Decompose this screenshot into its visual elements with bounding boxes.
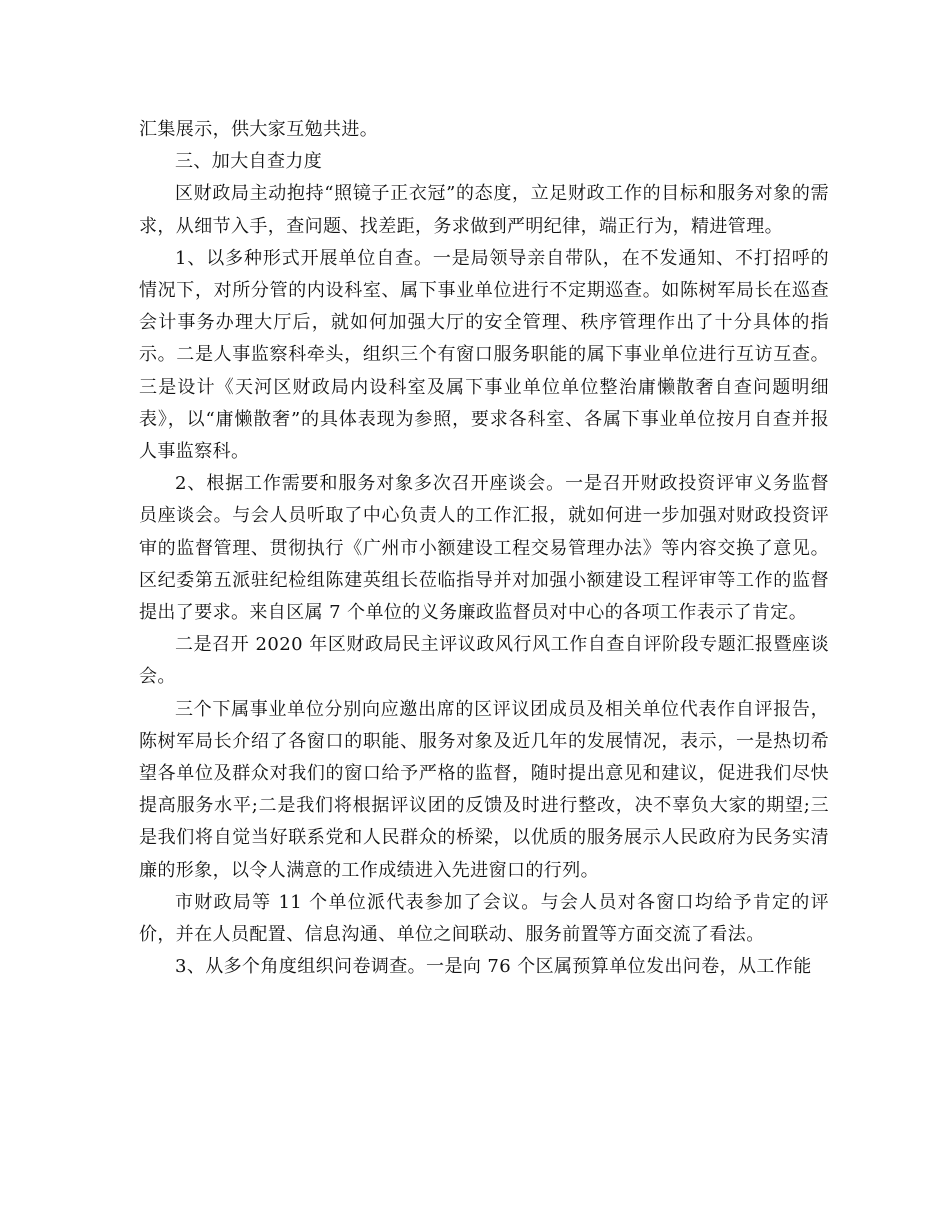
paragraph-7: 三个下属事业单位分别向应邀出席的区评议团成员及相关单位代表作自评报告，陈树军局长介绍了各窗口的职能、服务对象及近几年的发展情况，表示，一是热切希望各单位及群众对我们的窗口给予严格的监督，随时提出意见和建议，促进我们尽快提高服务水平;二是我们将根据评议团的反馈及时进行整改，决不辜负大家的期望;三是我们将自觉当好联系党和人民群众的桥梁，以优质的服务展示人民政府为民务实清廉的形象，以令人满意的工作成绩进入先进窗口的行列。: [139, 698, 829, 881]
paragraph-4: 1、以多种形式开展单位自查。一是局领导亲自带队，在不发通知、不打招呼的情况下，对所分管的内设科室、属下事业单位进行不定期巡查。如陈树军局长在巡查会计事务办理大厅后，就如何加强大厅的安全管理、秩序管理作出了十分具体的指示。二是人事监察科牵头，组织三个有窗口服务职能的属下事业单位进行互访互查。三是设计《天河区财政局内设科室及属下事业单位单位整治庸懒散奢自查问题明细表》，以“庸懒散奢”的具体表现为参照，要求各科室、各属下事业单位按月自查并报人事监察科。: [139, 247, 829, 463]
paragraph-9: 3、从多个角度组织问卷调查。一是向 76 个区属预算单位发出问卷，从工作能: [175, 956, 812, 978]
paragraph-5: 2、根据工作需要和服务对象多次召开座谈会。一是召开财政投资评审义务监督员座谈会。与会人员听取了中心负责人的工作汇报，就如何进一步加强对财政投资评审的监督管理、贯彻执行《广州市小额建设工程交易管理办法》等内容交换了意见。区纪委第五派驻纪检组陈建英组长莅临指导并对加强小额建设工程评审等工作的监督提出了要求。来自区属 7 个单位的义务廉政监督员对中心的各项工作表示了肯定。: [139, 473, 829, 624]
paragraph-8: 市财政局等 11 个单位派代表参加了会议。与会人员对各窗口均给予肯定的评价，并在人员配置、信息沟通、单位之间联动、服务前置等方面交流了看法。: [139, 891, 829, 946]
document-body: [139, 114, 829, 983]
paragraph-6: 二是召开 2020 年区财政局民主评议政风行风工作自查自评阶段专题汇报暨座谈会。: [139, 634, 829, 688]
section-heading: 三、加大自查力度: [175, 151, 323, 173]
paragraph-1: 汇集展示，供大家互勉共进。: [139, 119, 379, 140]
paragraph-3: 区财政局主动抱持“照镜子正衣冠”的态度，立足财政工作的目标和服务对象的需求，从细节入手，查问题、找差距，务求做到严明纪律，端正行为，精进管理。: [139, 183, 829, 237]
